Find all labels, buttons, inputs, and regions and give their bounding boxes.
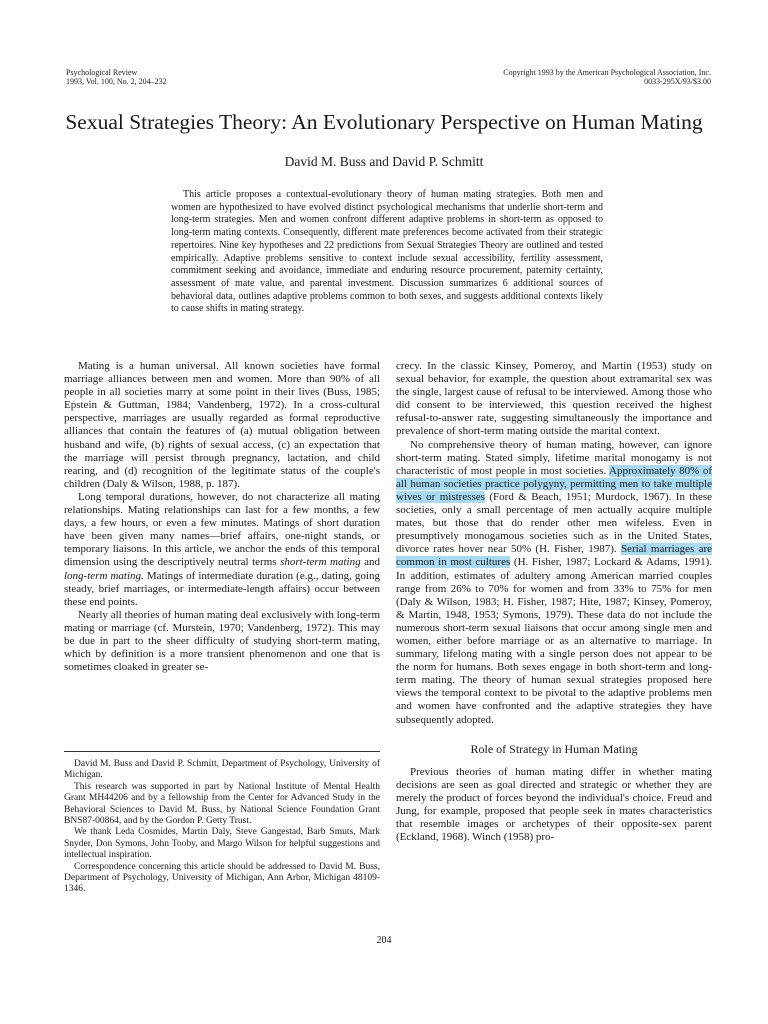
left-p2-and: and xyxy=(360,556,381,569)
footnote-acknowledgments: We thank Leda Cosmides, Martin Daly, Steve Gangestad, Barb Smuts, Mark Snyder, Don Symons, John Tooby, and Margo Wilson for helpful suggestions and intellectual inspiration. xyxy=(64,827,380,861)
right-p2-text-c: (H. Fisher, 1987; Lockard & Adams, 1991). In addition, estimates of adultery among American married couples range from 26% to 70% for women and from 33% to 75% for men (Daly & Wilson, 1983; H. Fisher, 1987; Hite, 1987; Kinsey, Pomeroy, & Martin, 1948, 1953; Symons, 1979). These data do not include the numerous short-term sexual liaisons that occur among single men and women, either before marriage or as an alternative to marriage. In summary, lifelong mating with a single person does not appear to be the norm for humans. Both sexes engage in both short-term and long-term mating. The theory of human sexual strategies proposed here views the temporal context to be pivotal to the adaptive problems men and women have confronted and the adaptive strategies they have subsequently adopted. xyxy=(396,556,712,726)
copyright-text: Copyright 1993 by the American Psychological Association, Inc. xyxy=(503,68,711,77)
journal-name: Psychological Review xyxy=(66,68,138,77)
article-title: Sexual Strategies Theory: An Evolutionary Perspective on Human Mating xyxy=(65,110,703,134)
footnotes xyxy=(64,759,380,896)
left-p2-text-b: Matings of intermediate duration (e.g., dating, going steady, brief marriages, or intermediate-length affairs) occur between these end points. xyxy=(64,569,380,608)
right-p2-text-b: (Ford & Beach, 1951; Murdock, 1967). In these societies, only a small percentage of men actually acquire multiple mates, but those that do render other men wifeless. Even in presumptively monogamous societies such as in the United States, divorce rates hover near 50% (H. Fisher, 1987). xyxy=(396,490,713,556)
article-code: 0033-295X/93/$3.00 xyxy=(644,77,711,86)
left-paragraph-1: Mating is a human universal. All known societies have formal marriage alliances between men and women. More than 90% of all people in all societies marry at some point in their lives (Buss, 1985; Epstein & Guttman, 1984; Vandenberg, 1972). In a cross-cultural perspective, marriages are usually regarded as formal reproductive alliances that contain the features of (a) mutual obligation between husband and wife, (b) rights of sexual access, (c) an expectation that the marriage will persist through pregnancy, lactation, and child rearing, and (d) recognition of the legitimate status of the couple's children (Daly & Wilson, 1988, p. 187). xyxy=(64,360,380,490)
right-paragraph-2 xyxy=(396,439,712,727)
abstract xyxy=(171,189,603,316)
footnote-affiliation: David M. Buss and David P. Schmitt, Department of Psychology, University of Michigan. xyxy=(64,759,380,781)
right-paragraph-1: crecy. In the classic Kinsey, Pomeroy, and Martin (1953) study on sexual behavior, for example, the question about extramarital sex was the single, largest cause of refusal to be interviewed. Among those who did consent to be interviewed, this question received the highest refusal-to-answer rate, suggesting simultaneously the importance and prevalence of short-term mating outside the marital context. xyxy=(396,360,712,438)
section-heading: Role of Strategy in Human Mating xyxy=(470,741,638,756)
left-paragraph-2 xyxy=(64,491,380,609)
term-long-term-mating: long-term mating. xyxy=(64,569,144,582)
footnote-divider xyxy=(64,751,380,752)
left-column xyxy=(64,360,380,674)
journal-volume: 1993, Vol. 100, No. 2, 204–232 xyxy=(66,77,167,86)
highlight-polygyny[interactable]: Approximately 80% of all human societies practice polygyny, permitting men to take multiple wives or mistresses xyxy=(396,464,712,503)
right-p2-text-a: No comprehensive theory of human mating, however, can ignore short-term mating. Stated simply, lifetime marital monogamy is not characteristic of most people in most societies. xyxy=(396,438,712,477)
copyright-header xyxy=(503,68,711,86)
article-authors: David M. Buss and David P. Schmitt xyxy=(284,154,484,169)
left-paragraph-3: Nearly all theories of human mating deal exclusively with long-term mating or marriage (cf. Murstein, 1970; Vandenberg, 1972). This may be due in part to the sheer difficulty of studying short-term mating, which by definition is a more transient phenomenon and one that is sometimes cloaked in greater se- xyxy=(64,608,380,674)
journal-header xyxy=(66,68,167,86)
footnote-funding: This research was supported in part by National Institute of Mental Health Grant MH44206 and by a fellowship from the Center for Advanced Study in the Behavioral Sciences to David M. Buss, by National Science Foundation Grant BNS87-00864, and by the Gordon P. Getty Trust. xyxy=(64,781,380,827)
right-paragraph-3: Previous theories of human mating differ in whether mating decisions are seen as goal directed and strategic or whether they are merely the product of forces beyond the individual's choice. Freud and Jung, for example, proposed that people seek in mates characteristics that resemble images or archetypes of their opposite-sex parent (Eckland, 1968). Winch (1958) pro- xyxy=(396,765,712,844)
highlight-serial-marriages[interactable]: Serial marriages are common in most cultures xyxy=(396,543,713,569)
term-short-term-mating: short-term mating xyxy=(280,556,361,569)
left-p2-text-a: Long temporal durations, however, do not characterize all mating relationships. Mating relationships can last for a few months, a few days, a few hours, or even a few minutes. Matings of short duration have been given many names—brief affairs, one-night stands, or temporary liaisons. In this article, we anchor the ends of this temporal dimension using the descriptively neutral terms xyxy=(64,490,380,569)
footnote-correspondence: Correspondence concerning this article should be addressed to David M. Buss, Department of Psychology, University of Michigan, Ann Arbor, Michigan 48109-1346. xyxy=(64,861,380,895)
right-column xyxy=(396,360,712,844)
abstract-text: This article proposes a contextual-evolutionary theory of human mating strategies. Both men and women are hypothesized to have evolved distinct psychological mechanisms that underlie short-term and long-term strategies. Men and women confront different adaptive problems in short-term as opposed to long-term mating contexts. Consequently, different mate preferences become activated from their strategic repertoires. Nine key hypotheses and 22 predictions from Sexual Strategies Theory are outlined and tested empirically. Adaptive problems sensitive to context include sexual accessibility, fertility assessment, commitment seeking and avoidance, immediate and enduring resource procurement, paternity certainty, assessment of mate value, and parental investment. Discussion summarizes 6 additional sources of behavioral data, outlines adaptive problems common to both sexes, and suggests additional contexts likely to cause shifts in mating strategy. xyxy=(171,189,603,315)
page-number: 204 xyxy=(376,935,392,946)
